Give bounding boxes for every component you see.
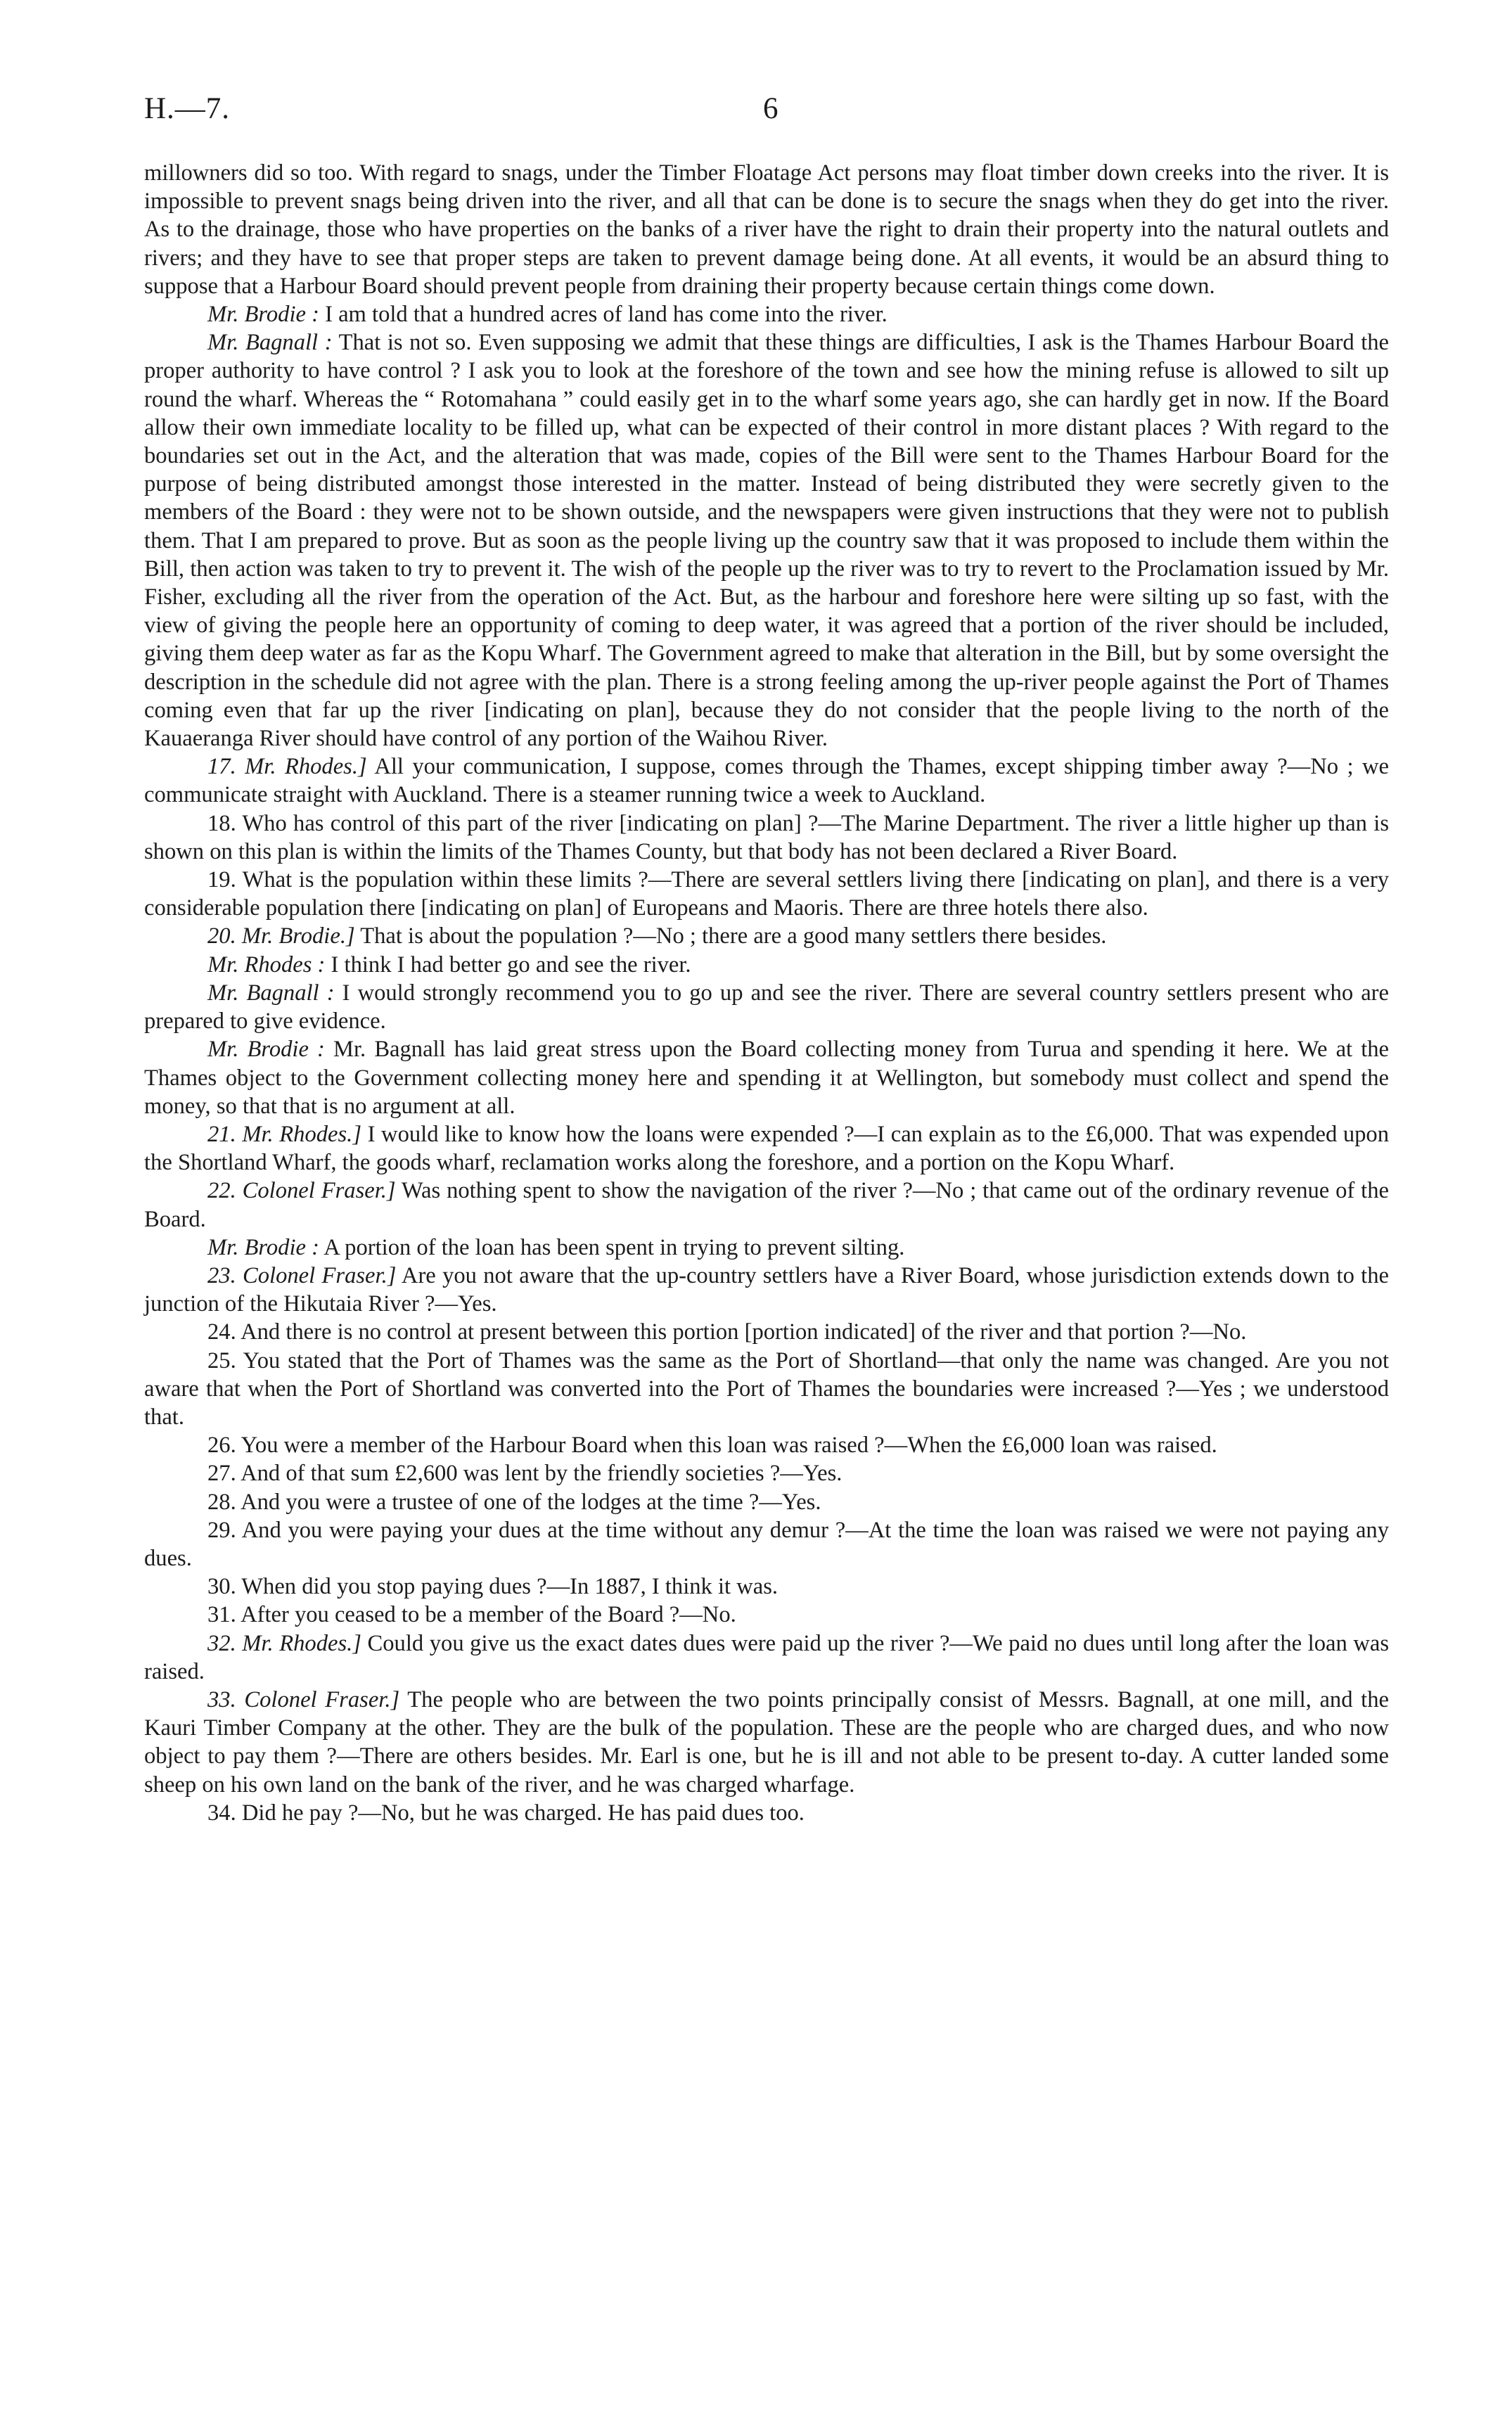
- paragraph-text: 19. What is the population within these limits ?—There are several settlers living there [indicating on plan], and there is a very considerable population there [indicating on plan] of Europeans and Maoris. There are three hotels there also.: [144, 867, 1389, 921]
- paragraph-text: 18. Who has control of this part of the river [indicating on plan] ?—The Marine Department. The river a little higher up than is shown on this plan is within the limits of the Thames County, but that body has not been declared a River Board.: [144, 810, 1389, 864]
- paragraph-text: Was nothing spent to show the navigation of the river ?—No ; that came out of the ordinary revenue of the Board.: [144, 1178, 1389, 1232]
- speaker: Mr. Bagnall :: [207, 980, 335, 1006]
- paragraph: [144, 159, 1389, 300]
- paragraph-text: 26. You were a member of the Harbour Board when this loan was raised ?—When the £6,000 loan was raised.: [207, 1433, 1217, 1459]
- paragraph: [144, 1347, 1389, 1432]
- document-body: [144, 159, 1389, 1827]
- paragraph-text: I am told that a hundred acres of land has come into the river.: [319, 302, 888, 328]
- paragraph-text: 24. And there is no control at present between this portion [portion indicated] of the river and that portion ?—No.: [207, 1319, 1247, 1345]
- paragraph: [144, 866, 1389, 922]
- speaker: Mr. Brodie :: [207, 1037, 325, 1063]
- speaker: 20. Mr. Brodie.]: [207, 923, 355, 949]
- document-reference: H.—7.: [144, 92, 231, 125]
- paragraph: [144, 1234, 1389, 1262]
- paragraph-text: millowners did so too. With regard to snags, under the Timber Floatage Act persons may float timber down creeks into the river. It is impossible to prevent snags being driven into the river, and all that can be done is to secure the snags when they do get into the river. As to the drainage, those who have properties on the banks of a river have the right to drain their property into the natural outlets and rivers; and they have to see that proper steps are taken to prevent damage being done. At all events, it would be an absurd thing to suppose that a Harbour Board should prevent people from draining their property because certain things come down.: [144, 160, 1389, 299]
- paragraph-text: I would strongly recommend you to go up and see the river. There are several country settlers present who are prepared to give evidence.: [144, 980, 1389, 1035]
- paragraph: [144, 809, 1389, 866]
- page-header: [144, 91, 1389, 141]
- paragraph-text: Mr. Bagnall has laid great stress upon the Board collecting money from Turua and spending it here. We at the Thames object to the Government collecting money here and spending it at Wellington, but somebody must collect and spend the money, so that that is no argument at all.: [144, 1037, 1389, 1119]
- paragraph-text: 27. And of that sum £2,600 was lent by the friendly societies ?—Yes.: [207, 1461, 843, 1487]
- speaker: 17. Mr. Rhodes.]: [207, 754, 367, 780]
- paragraph-text: I think I had better go and see the river.: [325, 952, 691, 978]
- paragraph-text: All your communication, I suppose, comes through the Thames, except shipping timber away ?—No ; we communicate straight with Auckland. There is a steamer running twice a week to Auckland.: [144, 754, 1389, 808]
- paragraph-text: That is about the population ?—No ; there are a good many settlers there besides.: [354, 923, 1107, 949]
- paragraph-text: 25. You stated that the Port of Thames was the same as the Port of Shortland—that only the name was changed. Are you not aware that when the Port of Shortland was converted into the Port of Thames the boundaries were increased ?—Yes ; we understood that.: [144, 1347, 1389, 1430]
- paragraph: [144, 1035, 1389, 1120]
- speaker: Mr. Brodie :: [207, 1234, 319, 1260]
- speaker: Mr. Bagnall :: [207, 330, 333, 356]
- paragraph: [144, 300, 1389, 328]
- paragraph: [144, 1686, 1389, 1799]
- paragraph: [144, 1318, 1389, 1346]
- paragraph: [144, 328, 1389, 752]
- paragraph: [144, 1262, 1389, 1318]
- paragraph: [144, 1488, 1389, 1516]
- document-page: [144, 91, 1389, 1827]
- paragraph-text: Could you give us the exact dates dues were paid up the river ?—We paid no dues until long after the loan was raised.: [144, 1630, 1389, 1684]
- paragraph-text: 31. After you ceased to be a member of the Board ?—No.: [207, 1602, 736, 1628]
- paragraph: [144, 1177, 1389, 1233]
- speaker: 22. Colonel Fraser.]: [207, 1178, 396, 1204]
- speaker: Mr. Rhodes :: [207, 952, 326, 978]
- paragraph-text: 30. When did you stop paying dues ?—In 1887, I think it was.: [207, 1574, 779, 1600]
- paragraph: [144, 979, 1389, 1035]
- paragraph: [144, 752, 1389, 809]
- paragraph-text: I would like to know how the loans were expended ?—I can explain as to the £6,000. That was expended upon the Shortland Wharf, the goods wharf, reclamation works along the foreshore, and a portion on the Kopu Wharf.: [144, 1121, 1389, 1176]
- paragraph: [144, 1629, 1389, 1686]
- paragraph-text: Are you not aware that the up-country settlers have a River Board, whose jurisdiction extends down to the junction of the Hikutaia River ?—Yes.: [144, 1262, 1389, 1317]
- paragraph-text: 29. And you were paying your dues at the time without any demur ?—At the time the loan was raised we were not paying any dues.: [144, 1517, 1389, 1571]
- paragraph: [144, 1459, 1389, 1487]
- speaker: 32. Mr. Rhodes.]: [207, 1630, 361, 1656]
- paragraph: [144, 1573, 1389, 1601]
- paragraph-text: 34. Did he pay ?—No, but he was charged. He has paid dues too.: [207, 1800, 805, 1826]
- paragraph: [144, 1799, 1389, 1827]
- paragraph: [144, 1516, 1389, 1573]
- paragraph-text: That is not so. Even supposing we admit that these things are difficulties, I ask is the Thames Harbour Board the proper authority to have control ? I ask you to look at the foreshore of the town and see how the mining refuse is allowed to silt up round the wharf. Whereas the “ Rotomahana ” could easily get in to the wharf some years ago, she can hardly get in now. If the Board allow their own immediate locality to be filled up, what can be expected of their control in more distant places ? With regard to the boundaries set out in the Act, and the alteration that was made, copies of the Bill were sent to the Thames Harbour Board for the purpose of being distributed amongst those interested in the matter. Instead of being distributed they were secretly given to the members of the Board : they were not to be shown outside, and the newspapers were given instructions that they were not to publish them. That I am prepared to prove. But as soon as the people living up the country saw that it was proposed to include them within the Bill, then action was taken to try to prevent it. The wish of the people up the river was to try to revert to the Proclamation issued by Mr. Fisher, excluding all the river from the operation of the Act. But, as the harbour and foreshore here were silting up so fast, with the view of giving the people here an opportunity of coming to deep water, it was agreed that a portion of the river should be included, giving them deep water as far as the Kopu Wharf. The Government agreed to make that alteration in the Bill, but by some oversight the description in the schedule did not agree with the plan. There is a strong feeling among the up-river people against the Port of Thames coming even that far up the river [indicating on plan], because they do not consider that the people living to the north of the Kauaeranga River should have control of any portion of the Waihou River.: [144, 330, 1389, 752]
- paragraph: [144, 1431, 1389, 1459]
- paragraph-text: A portion of the loan has been spent in trying to prevent silting.: [319, 1234, 905, 1260]
- paragraph-text: 28. And you were a trustee of one of the lodges at the time ?—Yes.: [207, 1489, 821, 1515]
- paragraph: [144, 951, 1389, 979]
- paragraph: [144, 1120, 1389, 1177]
- paragraph: [144, 922, 1389, 950]
- paragraph-text: The people who are between the two points principally consist of Messrs. Bagnall, at one mill, and the Kauri Timber Company at the other. They are the bulk of the population. These are the people who are charged dues, and who now object to pay them ?—There are others besides. Mr. Earl is one, but he is ill and not able to be present to-day. A cutter landed some sheep on his own land on the bank of the river, and he was charged wharfage.: [144, 1686, 1389, 1798]
- speaker: 21. Mr. Rhodes.]: [207, 1121, 361, 1147]
- speaker: 33. Colonel Fraser.]: [207, 1686, 400, 1712]
- paragraph: [144, 1601, 1389, 1629]
- speaker: 23. Colonel Fraser.]: [207, 1262, 397, 1288]
- page-number: 6: [763, 92, 779, 125]
- speaker: Mr. Brodie :: [207, 302, 319, 328]
